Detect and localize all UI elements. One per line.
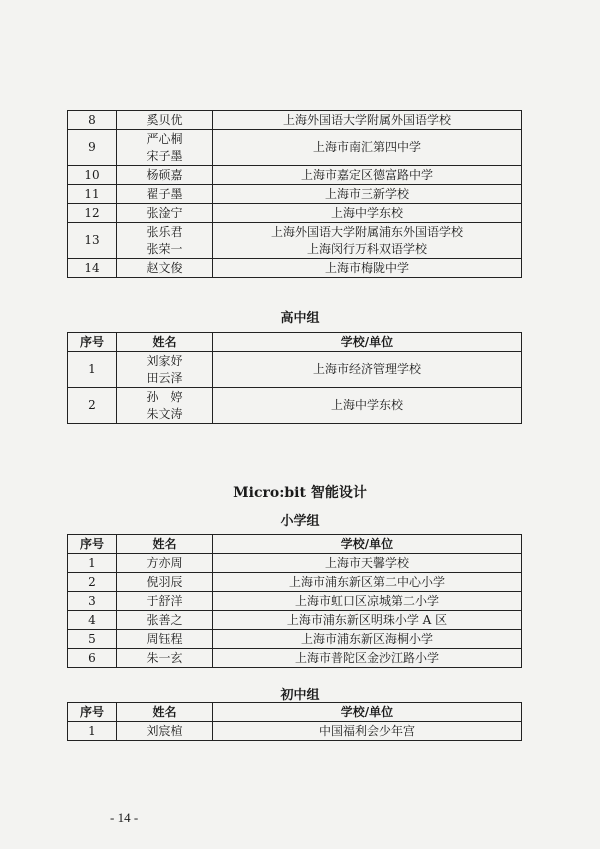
cell-school: [213, 166, 522, 185]
cell-no: 8: [68, 111, 117, 130]
cell-name-line: 田云泽: [146, 370, 183, 385]
section-title-middle: 初中组: [280, 688, 320, 703]
cell-name: 方亦周: [117, 554, 213, 573]
cell-name: [117, 111, 213, 130]
table-row: [68, 722, 522, 741]
cell-name-line: 严心桐: [146, 131, 183, 146]
section-title-primary: 小学组: [280, 514, 320, 529]
cell-name: 张善之: [117, 611, 213, 630]
primary-table: [67, 534, 522, 668]
cell-no: 4: [68, 611, 117, 630]
cell-name: 于舒洋: [117, 592, 213, 611]
cell-school: 上海市浦东新区第二中心小学: [213, 573, 522, 592]
cell-school-line: 上海市嘉定区德富路中学: [300, 167, 433, 182]
header-school: 学校/单位: [213, 333, 522, 352]
cell-name-line: 翟子墨: [146, 186, 183, 201]
table-row: [68, 592, 522, 611]
table-row: [68, 111, 522, 130]
cell-school: 上海市浦东新区明珠小学 A 区: [213, 611, 522, 630]
cell-school-line: 上海市经济管理学校: [312, 362, 421, 376]
cell-no: 1: [68, 352, 117, 388]
cell-no: 1: [68, 554, 117, 573]
cell-name-line: 奚贝优: [146, 112, 183, 127]
cell-name-line: 朱文涛: [146, 406, 183, 421]
table-row: [68, 352, 522, 388]
cell-school: 上海市天馨学校: [213, 554, 522, 573]
cell-school: [213, 223, 522, 259]
cell-name-line: 宋子墨: [146, 148, 183, 163]
cell-school: [213, 185, 522, 204]
cell-school: 上海市浦东新区海桐小学: [213, 630, 522, 649]
table-row: [68, 611, 522, 630]
table-row: [68, 649, 522, 668]
cell-school: [213, 204, 522, 223]
table-row: [68, 388, 522, 424]
table-row: [68, 185, 522, 204]
section-title-high: 高中组: [280, 311, 320, 326]
cell-name: [117, 185, 213, 204]
cell-name-line: 杨硕嘉: [146, 167, 183, 182]
cell-school: 中国福利会少年宫: [213, 722, 522, 741]
header-no: 序号: [68, 333, 117, 352]
cell-name-line: 刘家妤: [146, 353, 183, 368]
cell-name-line: 张淦宁: [146, 205, 183, 220]
cell-school-line: 上海中学东校: [330, 398, 403, 412]
cell-no: 6: [68, 649, 117, 668]
cell-no: 2: [68, 388, 117, 424]
cell-no: 5: [68, 630, 117, 649]
cell-name: 倪羽辰: [117, 573, 213, 592]
cell-no: 11: [68, 185, 117, 204]
cell-name: [117, 223, 213, 259]
middle-table: [67, 702, 522, 741]
table-row: [68, 223, 522, 259]
cell-school-line: 上海中学东校: [330, 205, 403, 220]
cell-name-line: 赵文俊: [146, 260, 183, 275]
table-row: [68, 554, 522, 573]
cell-no: 9: [68, 130, 117, 166]
cell-school: [213, 259, 522, 278]
table-row: [68, 630, 522, 649]
high-school-table: [67, 332, 522, 424]
header-name: 姓名: [117, 703, 213, 722]
table-row: [68, 573, 522, 592]
header-name: 姓名: [117, 535, 213, 554]
cell-school-line: 上海闵行万科双语学校: [306, 241, 427, 256]
table-row: [68, 130, 522, 166]
cell-name-line: 张乐君: [146, 224, 183, 239]
cell-name: [117, 259, 213, 278]
cell-no: 1: [68, 722, 117, 741]
cell-no: 2: [68, 573, 117, 592]
cell-school: [213, 388, 522, 424]
cell-school-line: 上海市梅陇中学: [324, 260, 409, 275]
cell-school-line: 上海外国语大学附属外国语学校: [282, 112, 451, 127]
cell-name: [117, 166, 213, 185]
cell-name: [117, 352, 213, 388]
cell-name-line: 张荣一: [146, 241, 183, 256]
cell-no: 12: [68, 204, 117, 223]
junior-table-continued: [67, 110, 522, 278]
header-no: 序号: [68, 535, 117, 554]
cell-name: [117, 204, 213, 223]
table-row: [68, 166, 522, 185]
cell-name-line: 孙 婷: [146, 389, 183, 404]
header-name: 姓名: [117, 333, 213, 352]
cell-no: 3: [68, 592, 117, 611]
cell-school-line: 上海市三新学校: [324, 186, 409, 201]
cell-school: 上海市虹口区凉城第二小学: [213, 592, 522, 611]
page-number: - 14 -: [110, 810, 139, 825]
cell-name: 刘宸楦: [117, 722, 213, 741]
cell-school-line: 上海外国语大学附属浦东外国语学校: [270, 224, 463, 239]
cell-no: 10: [68, 166, 117, 185]
cell-no: 13: [68, 223, 117, 259]
cell-name: 朱一玄: [117, 649, 213, 668]
table-row: [68, 259, 522, 278]
cell-name: [117, 130, 213, 166]
cell-no: 14: [68, 259, 117, 278]
table-row: [68, 204, 522, 223]
cell-name: 周钰程: [117, 630, 213, 649]
section-title-microbit: Micro:bit 智能设计: [233, 485, 367, 501]
cell-school-line: 上海市南汇第四中学: [312, 140, 421, 154]
cell-school: [213, 352, 522, 388]
header-school: 学校/单位: [213, 535, 522, 554]
cell-name: [117, 388, 213, 424]
cell-school: [213, 130, 522, 166]
cell-school: 上海市普陀区金沙江路小学: [213, 649, 522, 668]
header-school: 学校/单位: [213, 703, 522, 722]
cell-school: [213, 111, 522, 130]
header-no: 序号: [68, 703, 117, 722]
